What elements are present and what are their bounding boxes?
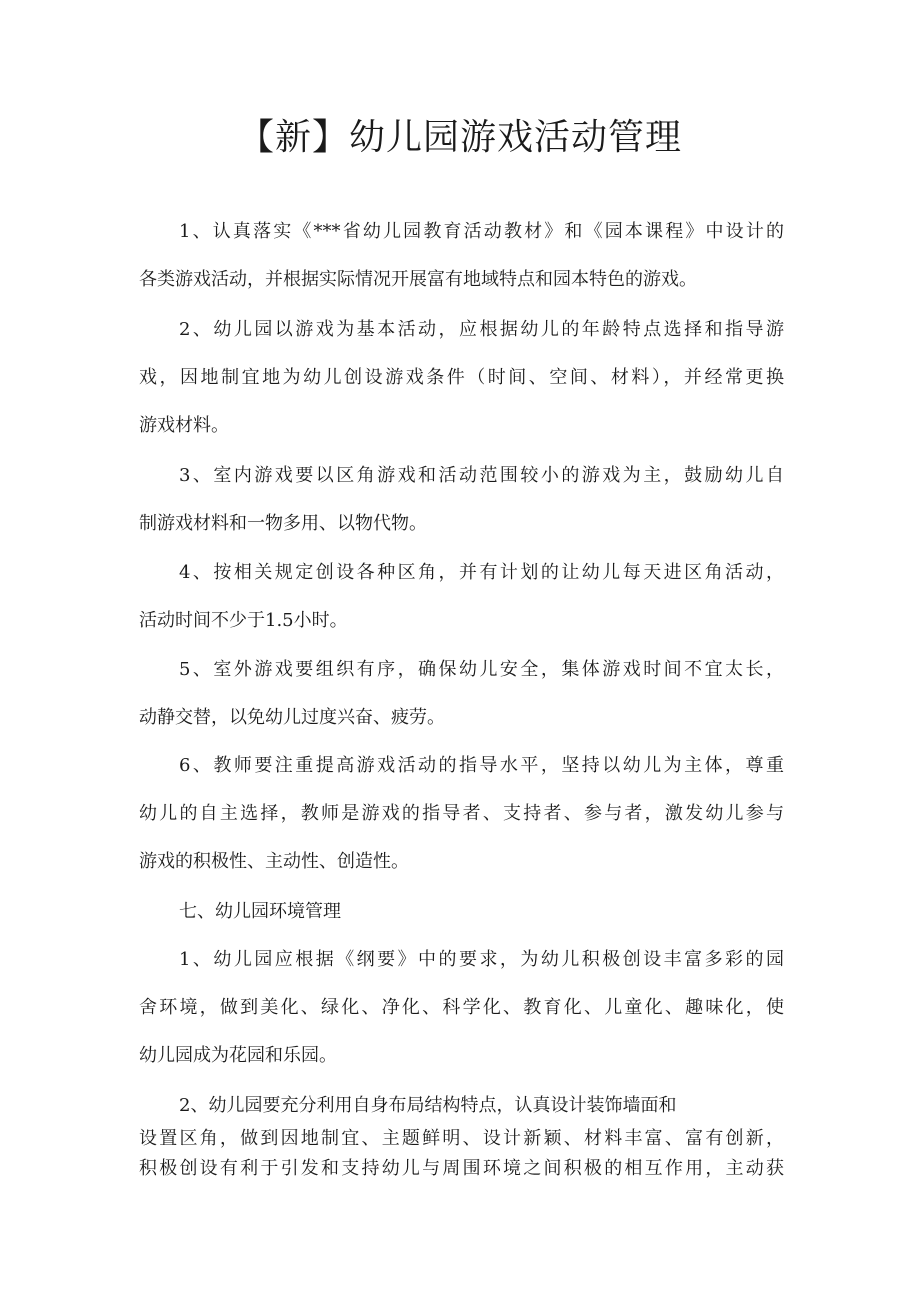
paragraph-line: 2、幼儿园以游戏为基本活动，应根据幼儿的年龄特点选择和指导游 <box>179 319 784 340</box>
section-heading <box>139 888 784 936</box>
paragraph-6 <box>139 742 784 886</box>
paragraph-4 <box>139 549 784 645</box>
paragraph-7-2 <box>139 1082 784 1130</box>
paragraph-line: 幼儿园成为花园和乐园。 <box>139 1045 337 1066</box>
paragraph-7-2-continued <box>139 1124 784 1184</box>
section-heading-text: 七、幼儿园环境管理 <box>179 901 341 922</box>
paragraph-line: 幼儿的自主选择，教师是游戏的指导者、支持者、参与者，激发幼儿参与 <box>139 803 784 824</box>
paragraph-line: 4、按相关规定创设各种区角，并有计划的让幼儿每天进区角活动， <box>179 562 784 583</box>
paragraph-line: 3、室内游戏要以区角游戏和活动范围较小的游戏为主，鼓励幼儿自 <box>179 465 784 486</box>
paragraph-line: 游戏材料。 <box>139 415 229 436</box>
document-title: 【新】幼儿园游戏活动管理 <box>237 117 682 158</box>
paragraph-7-1 <box>139 936 784 1080</box>
paragraph-1 <box>139 208 784 304</box>
paragraph-line: 戏，因地制宜地为幼儿创设游戏条件（时间、空间、材料），并经常更换 <box>139 367 784 388</box>
paragraph-line: 1、认真落实《***省幼儿园教育活动教材》和《园本课程》中设计的 <box>179 221 784 242</box>
paragraph-line: 5、室外游戏要组织有序，确保幼儿安全，集体游戏时间不宜太长， <box>179 659 784 680</box>
paragraph-line: 活动时间不少于1.5小时。 <box>139 610 348 631</box>
paragraph-3 <box>139 452 784 548</box>
paragraph-line: 舍环境，做到美化、绿化、净化、科学化、教育化、儿童化、趣味化，使 <box>139 997 784 1018</box>
paragraph-line: 游戏的积极性、主动性、创造性。 <box>139 851 409 872</box>
paragraph-line: 各类游戏活动，并根据实际情况开展富有地域特点和园本特色的游戏。 <box>139 269 697 290</box>
paragraph-5 <box>139 646 784 742</box>
paragraph-line: 动静交替，以免幼儿过度兴奋、疲劳。 <box>139 707 445 728</box>
paragraph-line: 制游戏材料和一物多用、以物代物。 <box>139 513 427 534</box>
paragraph-line: 设置区角，做到因地制宜、主题鲜明、设计新颖、材料丰富、富有创新， <box>139 1128 784 1149</box>
paragraph-line: 积极创设有利于引发和支持幼儿与周围环境之间积极的相互作用，主动获 <box>139 1158 784 1179</box>
paragraph-2 <box>139 306 784 450</box>
paragraph-line: 6、教师要注重提高游戏活动的指导水平，坚持以幼儿为主体，尊重 <box>179 755 784 776</box>
paragraph-line: 1、幼儿园应根据《纲要》中的要求，为幼儿积极创设丰富多彩的园 <box>179 949 784 970</box>
paragraph-line: 2、幼儿园要充分利用自身布局结构特点，认真设计装饰墙面和 <box>179 1095 677 1116</box>
